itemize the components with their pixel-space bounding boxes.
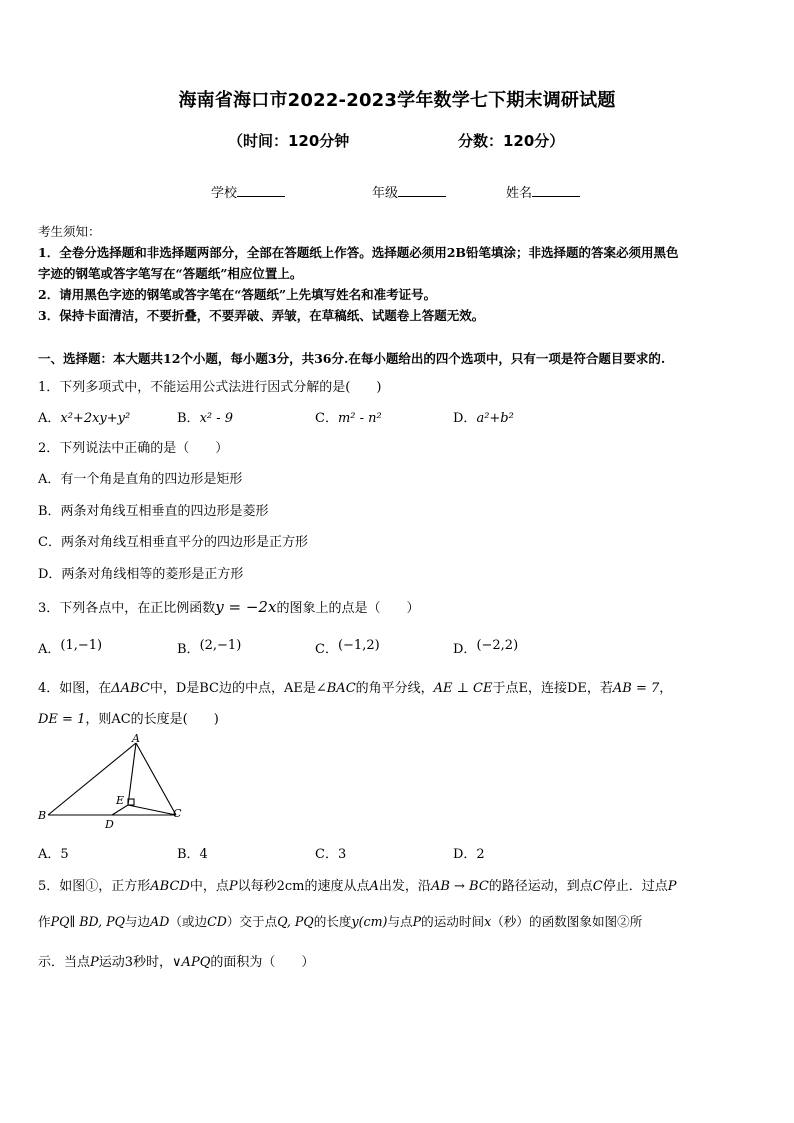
q5-stem-line2: 作PQ∥ BD, PQ与边AD（或边CD）交于点Q, PQ的长度y(cm)与点P的运动时间x（秒）的函数图象如图②所 — [38, 914, 643, 929]
label-a: A — [132, 733, 140, 745]
grade-label: 年级 — [372, 186, 399, 201]
label-b: B — [38, 809, 47, 822]
q1-option-a: A．x²+2xy+y² — [38, 411, 131, 426]
q2-stem: 2．下列说法中正确的是（ ） — [38, 441, 229, 456]
q3-option-d: D．(−2,2) — [453, 638, 519, 657]
side-ac — [136, 743, 176, 815]
grade-blank — [398, 184, 446, 197]
section-heading: 一、选择题：本大题共12个小题，每小题3分，共36分.在每小题给出的四个选项中，只有一项是符合题目要求的. — [38, 351, 666, 366]
exam-title: 海南省海口市2022-2023学年数学七下期末调研试题 — [178, 90, 616, 111]
q4-stem-line1: 4．如图，在ΔABC中，D是BC边的中点，AE是∠BAC的角平分线，AE ⊥ CE于点E，连接DE，若AB = 7， — [38, 681, 673, 696]
name-field — [506, 182, 580, 201]
notice-block — [38, 221, 678, 326]
school-field — [211, 182, 285, 201]
q4-stem-line2: DE = 1，则AC的长度是( ) — [38, 712, 219, 727]
label-c: C — [173, 807, 182, 820]
name-blank — [532, 184, 580, 197]
name-label: 姓名 — [506, 186, 533, 201]
notice-line: 2．请用黑色字迹的钢笔或答字笔在“答题纸”上先填写姓名和准考证号。 — [38, 287, 437, 302]
q2-option-d: D．两条对角线相等的菱形是正方形 — [38, 567, 244, 582]
q4-option-b: B．4 — [177, 847, 208, 862]
q1-option-b: B．x² - 9 — [177, 411, 234, 426]
exam-time: （时间：120分钟 — [228, 132, 350, 150]
q3-stem: 3．下列各点中，在正比例函数y = −2x的图象上的点是（ ） — [38, 598, 420, 616]
segment-ae — [128, 743, 136, 805]
q1-option-c: C．m² - n² — [315, 411, 382, 426]
notice-heading: 考生须知： — [38, 224, 101, 239]
q1-stem: 1．下列多项式中，不能运用公式法进行因式分解的是( ) — [38, 380, 382, 395]
notice-line: 3．保持卡面清洁，不要折叠，不要弄破、弄皱，在草稿纸、试题卷上答题无效。 — [38, 308, 485, 323]
q3-option-b: B．(2,−1) — [177, 638, 242, 657]
q2-option-a: A．有一个角是直角的四边形是矩形 — [38, 472, 243, 487]
q2-option-b: B．两条对角线互相垂直的四边形是菱形 — [38, 504, 269, 519]
q3-option-a: A．(1,−1) — [38, 638, 103, 657]
q4-option-a: A．5 — [38, 847, 69, 862]
notice-line: 字迹的钢笔或答字笔写在“答题纸”相应位置上。 — [38, 266, 303, 281]
q4-option-c: C．3 — [315, 847, 347, 862]
notice-line: 1．全卷分选择题和非选择题两部分，全部在答题纸上作答。选择题必须用2B铅笔填涂；非选择题的答案必须用黑色 — [38, 245, 679, 260]
label-d: D — [105, 818, 114, 831]
q5-stem-line1: 5．如图①，正方形ABCD中，点P以每秒2cm的速度从点A出发，沿AB → BC的路径运动，到点C停止．过点P — [38, 879, 677, 894]
school-blank — [237, 184, 285, 197]
label-e: E — [116, 794, 125, 807]
q1-option-d: D．a²+b² — [453, 411, 514, 426]
q4-option-d: D．2 — [453, 847, 485, 862]
q5-stem-line3: 示．当点P运动3秒时，∨APQ的面积为（ ） — [38, 955, 315, 970]
grade-field — [372, 182, 446, 201]
school-label: 学校 — [211, 186, 238, 201]
segment-ce — [128, 805, 176, 815]
q4-triangle-figure — [36, 733, 186, 831]
q2-option-c: C．两条对角线互相垂直平分的四边形是正方形 — [38, 535, 308, 550]
q3-option-c: C．(−1,2) — [315, 638, 380, 657]
exam-score: 分数：120分） — [458, 132, 565, 150]
